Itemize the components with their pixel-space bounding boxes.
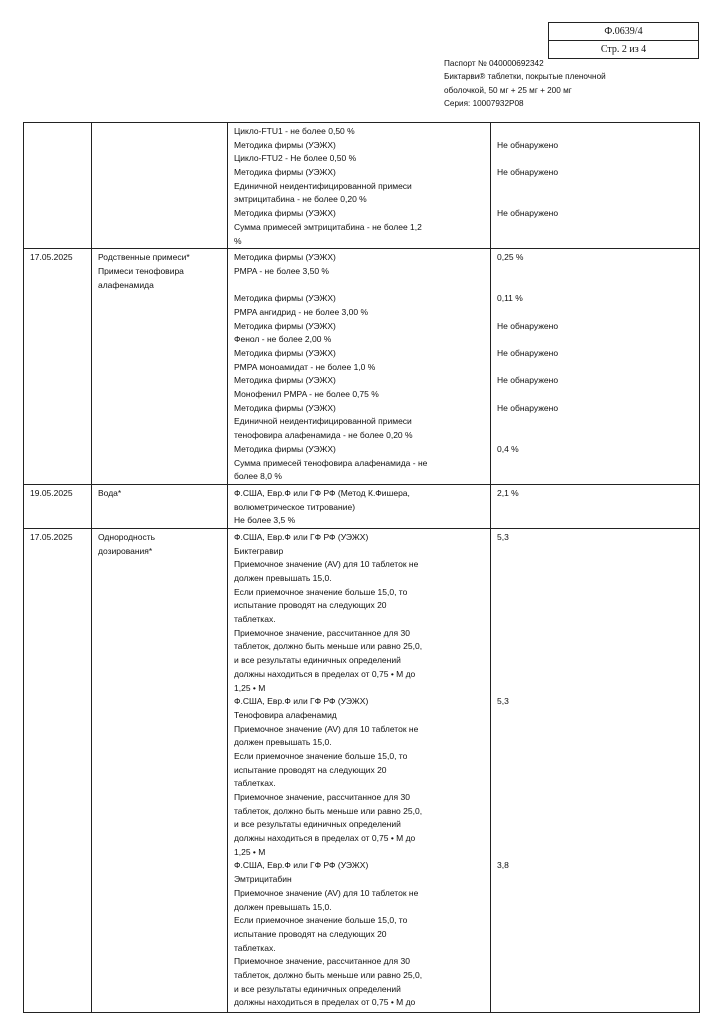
cell-line: Родственные примеси* bbox=[98, 252, 190, 263]
cell-line: PMPA моноамидат - не более 1,0 % bbox=[234, 361, 376, 372]
cell-line: Если приемочное значение больше 15,0, то bbox=[234, 586, 408, 597]
cell-line bbox=[497, 955, 693, 969]
cell-line bbox=[497, 654, 693, 668]
cell-line: Не обнаружено bbox=[497, 167, 559, 178]
cell-line: и все результаты единичных определений bbox=[234, 819, 401, 830]
cell-line: таблеток, должно быть меньше или равно 25,0, bbox=[234, 805, 423, 816]
norm-cell bbox=[228, 528, 491, 1012]
cell-line: алафенамида bbox=[98, 279, 154, 290]
cell-line: Единичной неидентифицированной примеси bbox=[234, 180, 412, 191]
cell-line bbox=[497, 152, 693, 166]
cell-line bbox=[497, 235, 693, 249]
cell-line: Не обнаружено bbox=[497, 320, 559, 331]
indicator-cell bbox=[92, 123, 228, 249]
passport-line: Серия: 10007932P08 bbox=[444, 99, 524, 109]
cell-line: Сумма примесей тенофовира алафенамида - не bbox=[234, 457, 428, 468]
cell-line: % bbox=[234, 235, 242, 246]
cell-line: должны находиться в пределах от 0,75 • М до bbox=[234, 833, 416, 844]
cell-line: должен превышать 15,0. bbox=[234, 573, 332, 583]
table-row bbox=[24, 484, 700, 528]
cell-line bbox=[497, 586, 693, 600]
cell-line: 17.05.2025 bbox=[30, 531, 73, 542]
cell-line bbox=[497, 818, 693, 832]
cell-line: 19.05.2025 bbox=[30, 487, 73, 498]
cell-line bbox=[497, 265, 693, 279]
result-cell bbox=[491, 123, 700, 249]
cell-line bbox=[497, 969, 693, 983]
result-cell bbox=[491, 528, 700, 1012]
cell-line: 0,25 % bbox=[497, 252, 524, 263]
cell-line: PMPA ангидрид - не более 3,00 % bbox=[234, 306, 368, 317]
cell-line: Тенофовира алафенамид bbox=[234, 709, 337, 720]
cell-line: должны находиться в пределах от 0,75 • М до bbox=[234, 997, 416, 1008]
cell-line bbox=[497, 901, 693, 915]
cell-line: Методика фирмы (УЭЖХ) bbox=[234, 139, 336, 150]
cell-line: Методика фирмы (УЭЖХ) bbox=[234, 443, 336, 454]
cell-line: 0,4 % bbox=[497, 443, 519, 454]
cell-line: Методика фирмы (УЭЖХ) bbox=[234, 293, 336, 304]
cell-line bbox=[497, 928, 693, 942]
cell-line: Примеси тенофовира bbox=[98, 265, 184, 276]
cell-line: таблетках. bbox=[234, 778, 276, 789]
cell-line bbox=[497, 429, 693, 443]
cell-line bbox=[497, 599, 693, 613]
date-cell bbox=[24, 528, 92, 1012]
cell-line: Приемочное значение, рассчитанное для 30 bbox=[234, 956, 410, 967]
cell-line: Ф.США, Евр.Ф или ГФ РФ (Метод К.Фишера, bbox=[234, 487, 410, 498]
cell-line bbox=[497, 457, 693, 471]
cell-line bbox=[497, 501, 693, 515]
cell-line: 1,25 • М bbox=[234, 682, 266, 693]
cell-line: Приемочное значение (AV) для 10 таблеток не bbox=[234, 887, 419, 898]
cell-line: 5,3 bbox=[497, 696, 509, 707]
cell-line: Методика фирмы (УЭЖХ) bbox=[234, 208, 336, 219]
indicator-cell bbox=[92, 249, 228, 485]
cell-line bbox=[497, 914, 693, 928]
cell-line bbox=[497, 361, 693, 375]
cell-line bbox=[497, 193, 693, 207]
cell-line: Приемочное значение (AV) для 10 таблеток не bbox=[234, 559, 419, 570]
date-cell bbox=[24, 249, 92, 485]
cell-line bbox=[497, 983, 693, 997]
passport-line: Биктарви® таблетки, покрытые пленочной bbox=[444, 72, 606, 82]
cell-line: и все результаты единичных определений bbox=[234, 655, 401, 666]
cell-line: Эмтрицитабин bbox=[234, 874, 292, 885]
cell-line: должны находиться в пределах от 0,75 • М до bbox=[234, 668, 416, 679]
form-code: Ф.0639/4 bbox=[604, 26, 643, 37]
cell-line: 1,25 • М bbox=[234, 846, 266, 857]
cell-line: 3,8 bbox=[497, 860, 509, 871]
cell-line bbox=[497, 470, 693, 484]
cell-line: 2,1 % bbox=[497, 487, 519, 498]
cell-line: Не обнаружено bbox=[497, 348, 559, 358]
test-results-table bbox=[23, 122, 700, 1013]
cell-line bbox=[497, 668, 693, 682]
cell-line: Методика фирмы (УЭЖХ) bbox=[234, 320, 336, 331]
cell-line bbox=[497, 572, 693, 586]
cell-line: Методика фирмы (УЭЖХ) bbox=[234, 402, 336, 413]
passport-header bbox=[444, 57, 606, 111]
cell-line: Цикло-FTU2 - Не более 0,50 % bbox=[234, 153, 357, 164]
result-cell bbox=[491, 484, 700, 528]
cell-line: Если приемочное значение больше 15,0, то bbox=[234, 915, 408, 926]
cell-line: должен превышать 15,0. bbox=[234, 737, 332, 748]
cell-line bbox=[497, 832, 693, 846]
table-row bbox=[24, 123, 700, 249]
cell-line: Сумма примесей эмтрицитабина - не более 1,2 bbox=[234, 221, 422, 232]
table-row bbox=[24, 528, 700, 1012]
cell-line bbox=[497, 873, 693, 887]
cell-line bbox=[497, 306, 693, 320]
cell-line bbox=[30, 125, 85, 139]
cell-line: Однородность bbox=[98, 531, 156, 542]
cell-line bbox=[497, 125, 693, 139]
cell-line: волюметрическое титрование) bbox=[234, 501, 356, 512]
cell-line: Методика фирмы (УЭЖХ) bbox=[234, 348, 336, 358]
cell-line: Ф.США, Евр.Ф или ГФ РФ (УЭЖХ) bbox=[234, 696, 369, 707]
cell-line: Методика фирмы (УЭЖХ) bbox=[234, 252, 336, 263]
cell-line: таблеток, должно быть меньше или равно 25,0, bbox=[234, 641, 423, 652]
cell-line bbox=[497, 805, 693, 819]
cell-line: дозирования* bbox=[98, 545, 153, 556]
cell-line: таблеток, должно быть меньше или равно 25,0, bbox=[234, 969, 423, 980]
date-cell bbox=[24, 484, 92, 528]
cell-line: Если приемочное значение больше 15,0, то bbox=[234, 750, 408, 761]
cell-line: испытание проводят на следующих 20 bbox=[234, 764, 387, 775]
cell-line bbox=[497, 942, 693, 956]
cell-line: Не обнаружено bbox=[497, 375, 559, 386]
cell-line: испытание проводят на следующих 20 bbox=[234, 928, 387, 939]
cell-line: эмтрицитабина - не более 0,20 % bbox=[234, 194, 367, 205]
table-row bbox=[24, 249, 700, 485]
cell-line: PMPA - не более 3,50 % bbox=[234, 265, 329, 276]
cell-line bbox=[497, 221, 693, 235]
cell-line: 5,3 bbox=[497, 531, 509, 542]
cell-line: Монофенил PMPA - не более 0,75 % bbox=[234, 389, 379, 400]
cell-line bbox=[497, 736, 693, 750]
cell-line: Ф.США, Евр.Ф или ГФ РФ (УЭЖХ) bbox=[234, 860, 369, 871]
cell-line: 17.05.2025 bbox=[30, 252, 73, 263]
passport-line: Паспорт № 040000692342 bbox=[444, 59, 544, 68]
cell-line bbox=[497, 996, 693, 1010]
cell-line: Не обнаружено bbox=[497, 139, 559, 150]
cell-line bbox=[497, 887, 693, 901]
cell-line bbox=[497, 682, 693, 696]
cell-line bbox=[497, 640, 693, 654]
cell-line bbox=[497, 791, 693, 805]
cell-line: Методика фирмы (УЭЖХ) bbox=[234, 375, 336, 386]
cell-line bbox=[497, 514, 693, 528]
cell-line: Не более 3,5 % bbox=[234, 515, 296, 526]
cell-line bbox=[497, 180, 693, 194]
page-number: Стр. 2 из 4 bbox=[549, 40, 698, 58]
cell-line: испытание проводят на следующих 20 bbox=[234, 600, 387, 611]
cell-line: таблетках. bbox=[234, 942, 276, 953]
cell-line bbox=[497, 279, 693, 293]
cell-line bbox=[497, 846, 693, 860]
cell-line: таблетках. bbox=[234, 614, 276, 625]
cell-line bbox=[234, 279, 484, 293]
cell-line bbox=[497, 709, 693, 723]
cell-line bbox=[497, 613, 693, 627]
cell-line: 0,11 % bbox=[497, 293, 523, 304]
cell-line: более 8,0 % bbox=[234, 471, 282, 482]
cell-line bbox=[497, 750, 693, 764]
cell-line bbox=[98, 125, 221, 139]
cell-line: Ф.США, Евр.Ф или ГФ РФ (УЭЖХ) bbox=[234, 531, 369, 542]
result-cell bbox=[491, 249, 700, 485]
date-cell bbox=[24, 123, 92, 249]
norm-cell bbox=[228, 123, 491, 249]
cell-line: Приемочное значение, рассчитанное для 30 bbox=[234, 792, 410, 802]
cell-line bbox=[497, 415, 693, 429]
cell-line: Вода* bbox=[98, 487, 122, 498]
cell-line: Единичной неидентифицированной примеси bbox=[234, 416, 412, 427]
cell-line: Приемочное значение (AV) для 10 таблеток не bbox=[234, 723, 419, 734]
cell-line: должен превышать 15,0. bbox=[234, 901, 332, 912]
cell-line: Не обнаружено bbox=[497, 208, 559, 219]
cell-line bbox=[497, 558, 693, 572]
form-code-box bbox=[548, 22, 699, 59]
cell-line: Не обнаружено bbox=[497, 402, 559, 413]
cell-line: и все результаты единичных определений bbox=[234, 983, 401, 994]
cell-line bbox=[497, 545, 693, 559]
cell-line bbox=[497, 723, 693, 737]
indicator-cell bbox=[92, 484, 228, 528]
cell-line bbox=[497, 388, 693, 402]
cell-line bbox=[497, 333, 693, 347]
cell-line bbox=[497, 777, 693, 791]
cell-line: Биктегравир bbox=[234, 545, 284, 556]
cell-line: Фенол - не более 2,00 % bbox=[234, 334, 332, 345]
norm-cell bbox=[228, 249, 491, 485]
indicator-cell bbox=[92, 528, 228, 1012]
cell-line: Методика фирмы (УЭЖХ) bbox=[234, 167, 336, 178]
cell-line bbox=[497, 764, 693, 778]
cell-line: Цикло-FTU1 - не более 0,50 % bbox=[234, 126, 355, 136]
cell-line: тенофовира алафенамида - не более 0,20 % bbox=[234, 430, 413, 441]
norm-cell bbox=[228, 484, 491, 528]
passport-line: оболочкой, 50 мг + 25 мг + 200 мг bbox=[444, 85, 572, 95]
cell-line bbox=[497, 627, 693, 641]
cell-line: Приемочное значение, рассчитанное для 30 bbox=[234, 627, 410, 638]
